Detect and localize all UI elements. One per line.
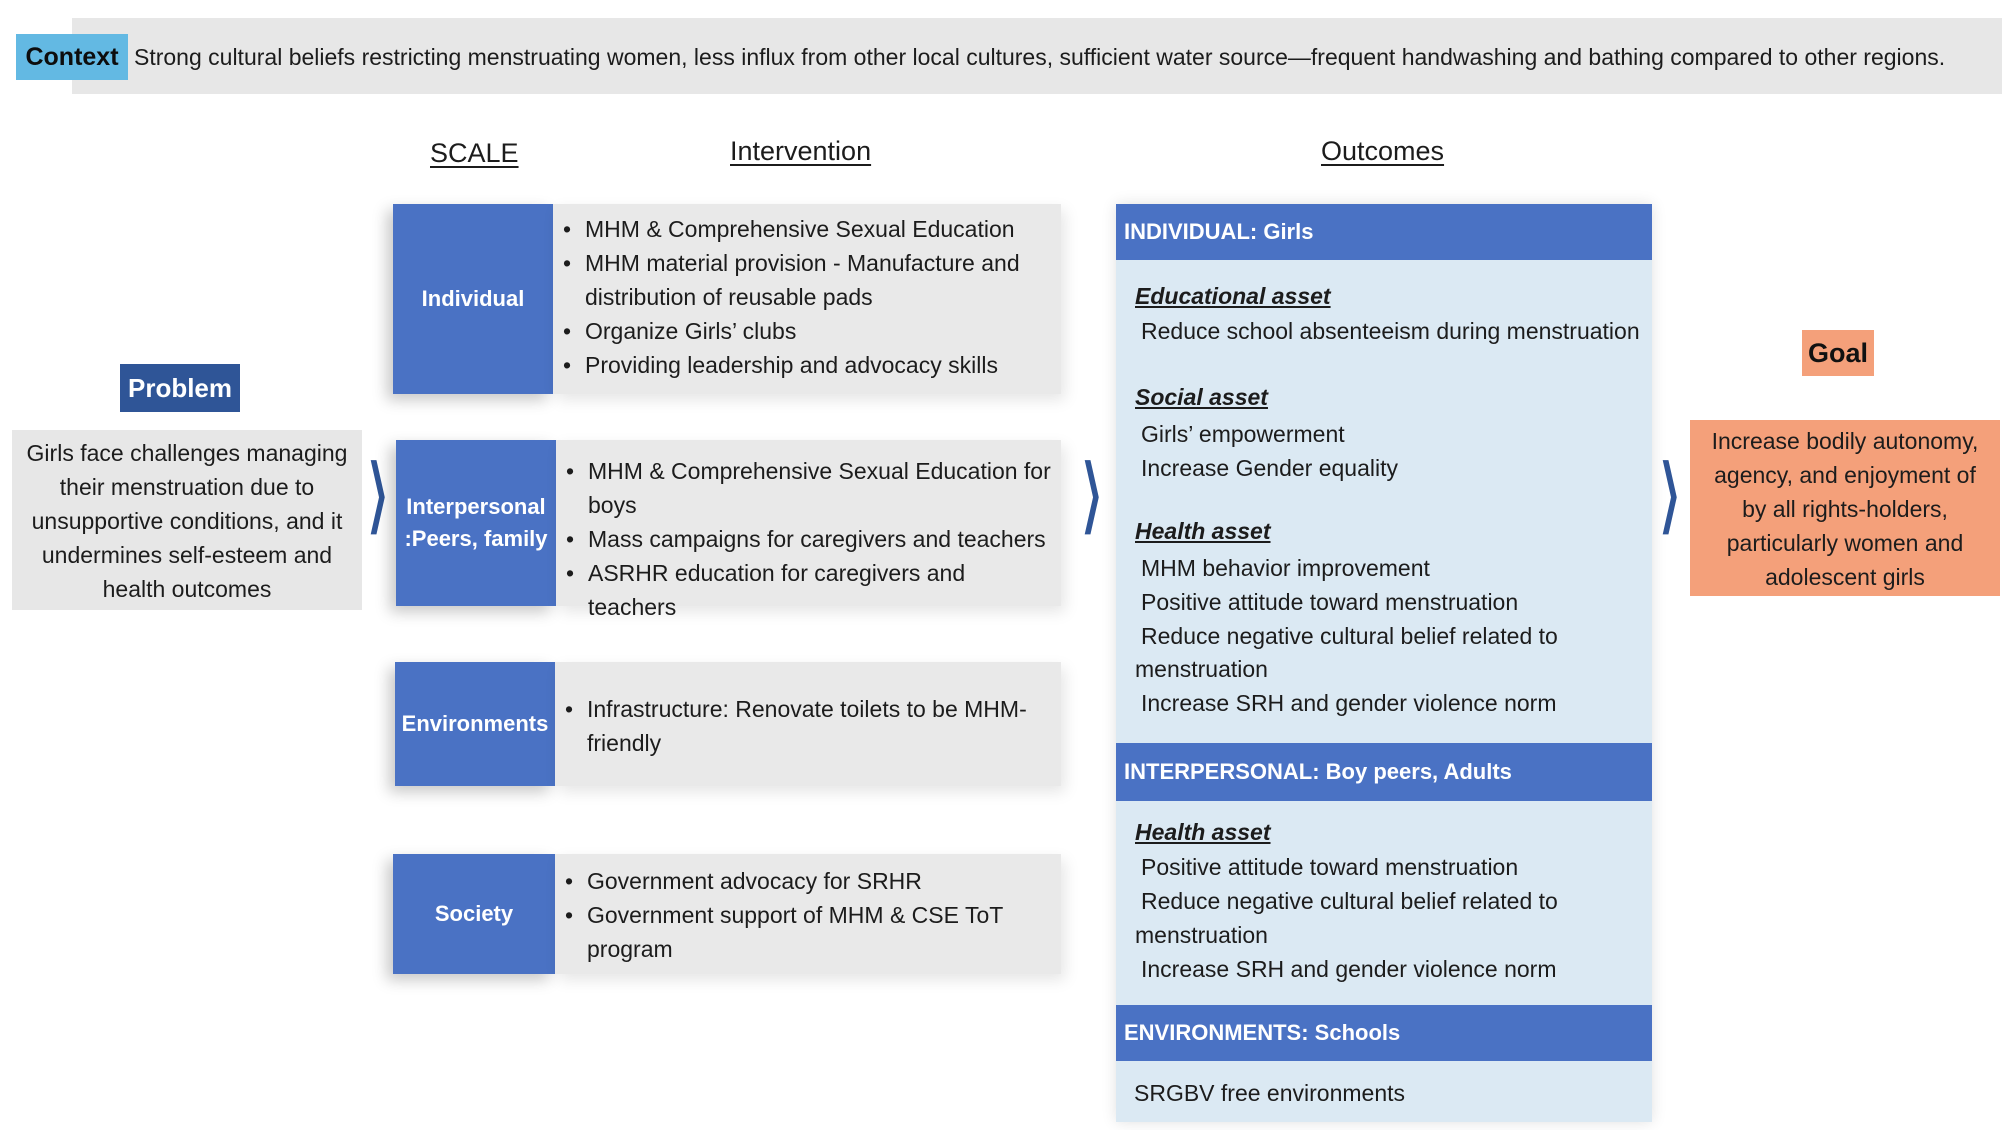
goal-line: by all rights-holders, bbox=[1742, 496, 1948, 522]
outcome-header-individual: INDIVIDUAL: Girls bbox=[1116, 204, 1652, 260]
scale-individual bbox=[393, 204, 553, 394]
problem-label: Problem bbox=[120, 364, 240, 412]
arrow-intervention-to-outcomes-icon: ❭ bbox=[1078, 452, 1106, 532]
intervention-item: • MHM & Comprehensive Sexual Education for boys bbox=[588, 454, 1051, 522]
intervention-environments bbox=[555, 662, 1061, 786]
intervention-item: • MHM material provision - Manufacture and distribution of reusable pads bbox=[585, 246, 1051, 314]
scale-environments bbox=[395, 662, 555, 786]
outcome-item: Reduce negative cultural belief related to bbox=[1141, 888, 1558, 914]
goal-line: adolescent girls bbox=[1765, 564, 1925, 590]
asset-title-educational: Educational asset bbox=[1135, 283, 1331, 309]
intervention-society bbox=[555, 854, 1061, 974]
scale-label: Society bbox=[434, 901, 514, 926]
intervention-header: Intervention bbox=[730, 136, 872, 166]
context-text: Strong cultural beliefs restricting menstruating women, less influx from other local cultures, sufficient water source—frequent handwashing and bathing compared to other regions. bbox=[134, 44, 1946, 70]
outcome-item: Reduce school absenteeism during menstruation bbox=[1141, 318, 1640, 344]
asset-title-health: Health asset bbox=[1135, 819, 1271, 845]
outcome-header-environments: ENVIRONMENTS: Schools bbox=[1116, 1005, 1652, 1061]
outcome-header-interpersonal: INTERPERSONAL: Boy peers, Adults bbox=[1116, 743, 1652, 801]
scale-label: Interpersonal bbox=[406, 494, 546, 519]
outcome-item: Increase Gender equality bbox=[1141, 455, 1398, 481]
problem-line: Girls face challenges managing bbox=[26, 440, 348, 466]
outcomes-header: Outcomes bbox=[1321, 136, 1445, 166]
arrow-problem-to-scale-icon: ❭ bbox=[364, 452, 392, 532]
goal-box bbox=[1690, 420, 2000, 596]
scale-header: SCALE bbox=[430, 138, 519, 168]
scale-label: :Peers, family bbox=[404, 526, 548, 551]
outcome-item: menstruation bbox=[1135, 656, 1268, 682]
outcome-item: Positive attitude toward menstruation bbox=[1141, 589, 1519, 615]
problem-line: their menstruation due to bbox=[59, 474, 315, 500]
outcome-item: SRGBV free environments bbox=[1134, 1080, 1406, 1106]
intervention-interpersonal bbox=[556, 440, 1061, 620]
asset-title-social: Social asset bbox=[1135, 384, 1268, 410]
intervention-item: • Mass campaigns for caregivers and teachers bbox=[588, 522, 1051, 556]
goal-label: Goal bbox=[1802, 330, 1874, 376]
problem-line: health outcomes bbox=[102, 576, 272, 602]
arrow-outcomes-to-goal-icon: ❭ bbox=[1656, 452, 1684, 532]
intervention-individual bbox=[553, 204, 1061, 394]
outcome-item: MHM behavior improvement bbox=[1141, 555, 1430, 581]
outcome-item: Increase SRH and gender violence norm bbox=[1141, 690, 1557, 716]
scale-society bbox=[393, 854, 555, 974]
goal-line: Increase bodily autonomy, bbox=[1711, 428, 1979, 454]
problem-line: undermines self-esteem and bbox=[41, 542, 333, 568]
context-label: Context bbox=[16, 34, 128, 80]
outcome-item: Reduce negative cultural belief related to bbox=[1141, 623, 1558, 649]
goal-line: particularly women and bbox=[1726, 530, 1964, 556]
problem-box bbox=[12, 430, 362, 610]
scale-label: Individual bbox=[421, 286, 525, 311]
intervention-item: • Government advocacy for SRHR bbox=[587, 864, 1051, 898]
outcome-item: Positive attitude toward menstruation bbox=[1141, 854, 1519, 880]
scale-interpersonal bbox=[396, 440, 556, 606]
goal-line: agency, and enjoyment of bbox=[1714, 462, 1976, 488]
intervention-item: • MHM & Comprehensive Sexual Education bbox=[585, 212, 1051, 246]
intervention-item: • ASRHR education for caregivers and teachers bbox=[588, 556, 1051, 624]
asset-title-health: Health asset bbox=[1135, 518, 1271, 544]
intervention-item: • Providing leadership and advocacy skills bbox=[585, 348, 1051, 382]
intervention-item: • Government support of MHM & CSE ToT program bbox=[587, 898, 1051, 966]
outcome-item: Increase SRH and gender violence norm bbox=[1141, 956, 1557, 982]
scale-label: Environments bbox=[401, 711, 549, 736]
problem-line: unsupportive conditions, and it bbox=[31, 508, 343, 534]
outcome-item: Girls’ empowerment bbox=[1141, 421, 1345, 447]
intervention-item: • Infrastructure: Renovate toilets to be MHM- friendly bbox=[587, 692, 1051, 760]
intervention-item: • Organize Girls’ clubs bbox=[585, 314, 1051, 348]
outcome-item: menstruation bbox=[1135, 922, 1268, 948]
